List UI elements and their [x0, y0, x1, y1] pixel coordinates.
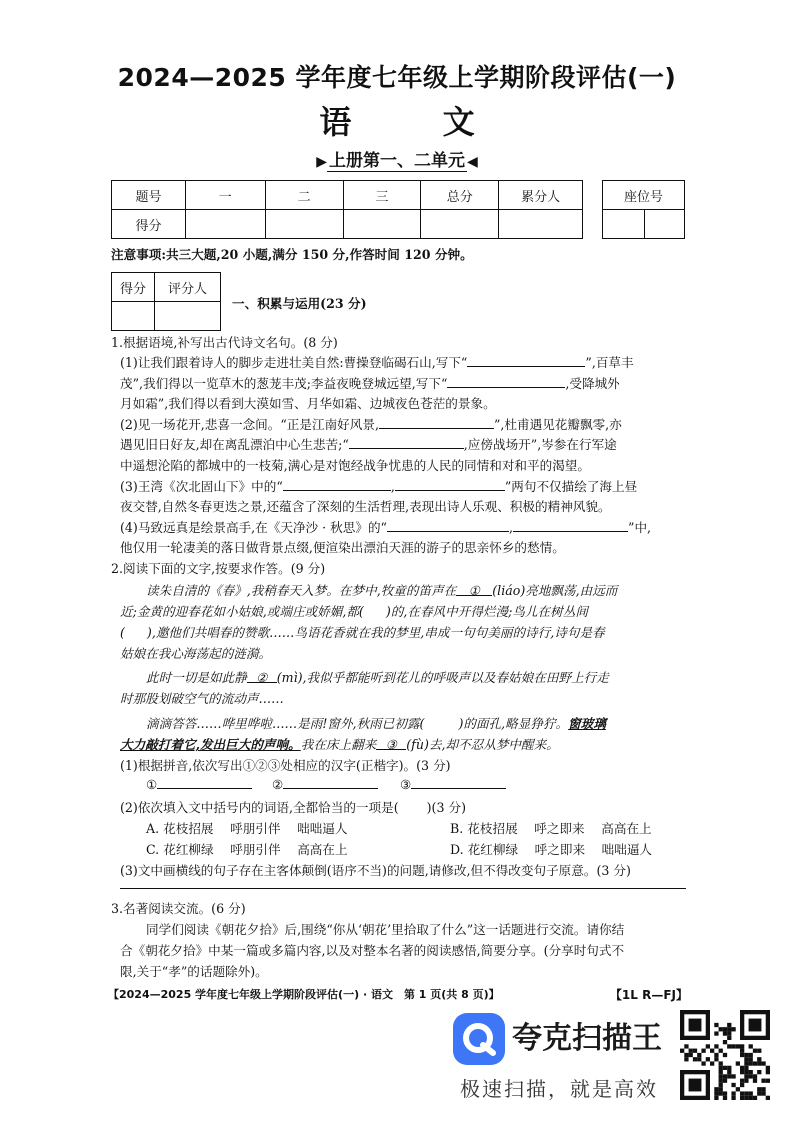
page-footer: [108, 986, 688, 1002]
watermark-subtitle: 极速扫描，就是高效: [460, 1077, 658, 1101]
answer-blank[interactable]: [447, 375, 565, 388]
notice: 注意事项:共三大题,20 小题,满分 150 分,作答时间 120 分钟。: [111, 247, 473, 262]
passage-line: 滴滴答答……哗里哗啦……是雨!窗外,秋雨已初露( )的面孔,略显狰狞。窗玻璃: [146, 716, 606, 731]
grader-label: 得分: [112, 273, 155, 302]
seat-cell[interactable]: [645, 210, 685, 239]
q1-line: 中遥想沦陷的都城中的一枝菊,满心是对饱经战争忧患的人民的同情和对和平的渴望。: [120, 458, 590, 473]
passage-line: 大力敲打着它,发出巨大的声响。我在床上翻来 ③ (fù)去,却不忍从梦中醒来。: [120, 737, 559, 752]
q1-line: (4)马致远真是绘景高手,在《天净沙 · 秋思》的“ , ”中,: [120, 520, 652, 535]
passage-line: 近;金黄的迎春花如小姑娘,或端庄或娇媚,都( )的,在春风中开得烂漫;鸟儿在树丛间: [120, 604, 588, 619]
score-cell[interactable]: [343, 210, 421, 239]
answer-mark: ②: [272, 776, 378, 792]
answer-blank[interactable]: [157, 776, 252, 789]
score-cell[interactable]: [265, 210, 343, 239]
score-header-cell: 题号: [112, 181, 186, 210]
q1-line: 遇见旧日好友,却在离乱漂泊中心生悲苦;“ ,应傍战场开”,岑参在行军途: [120, 437, 617, 452]
option-a[interactable]: A. 花枝招展 呼朋引伴 咄咄逼人: [146, 821, 348, 836]
q1-line: (1)让我们跟着诗人的脚步走进壮美自然:曹操登临碣石山,写下“ ”,百草丰: [120, 355, 634, 370]
triangle-right-icon: ▶: [316, 154, 327, 170]
passage-line: 姑娘在我心海荡起的涟漪。: [120, 646, 272, 661]
answer-blank[interactable]: [467, 354, 585, 367]
score-table: [111, 180, 583, 239]
answer-blank[interactable]: [513, 519, 628, 532]
grader-cell[interactable]: [155, 302, 221, 331]
q2-sub1: (1)根据拼音,依次写出①②③处相应的汉字(正楷字)。(3 分): [120, 758, 451, 773]
underlined-sentence: 窗玻璃: [568, 716, 606, 731]
triangle-left-icon: ◀: [467, 154, 478, 170]
unit-label-text: 上册第一、二单元: [329, 151, 465, 171]
answer-mark: ①: [146, 776, 252, 792]
section-heading: 一、积累与运用(23 分): [232, 296, 367, 311]
scanner-logo-icon: [453, 1013, 505, 1065]
answer-blank[interactable]: [411, 776, 506, 789]
grader-label: 评分人: [155, 273, 221, 302]
q3-text: 限,关于“孝”的话题除外)。: [120, 964, 268, 979]
score-header-cell: 二: [265, 181, 343, 210]
seat-table: [602, 180, 685, 239]
q3-text: 合《朝花夕拾》中某一篇或多篇内容,以及对整本名著的阅读感悟,简要分享。(分享时句式不: [120, 943, 625, 958]
q1-line: 月如霜”,我们得以看到大漠如雪、月华如霜、边城夜色苍茫的景象。: [120, 396, 496, 411]
grader-table: [111, 272, 221, 331]
grader-cell[interactable]: [112, 302, 155, 331]
answer-blank[interactable]: [395, 478, 505, 491]
answer-blank[interactable]: [349, 436, 464, 449]
q2-stem: 2.阅读下面的文字,按要求作答。(9 分): [111, 561, 326, 576]
blank-mark: ②: [256, 670, 268, 685]
answer-line[interactable]: [120, 888, 686, 889]
passage-line: 读朱自清的《春》,我稍春天入梦。在梦中,牧童的笛声在 ① (liáo)亮地飘荡,由远而: [146, 583, 618, 598]
q2-sub2: (2)依次填入文中括号内的词语,全都恰当的一项是( )(3 分): [120, 800, 466, 815]
option-d[interactable]: D. 花红柳绿 呼之即来 咄咄逼人: [450, 842, 653, 857]
q1-line: 夜交替,自然冬春更迭之景,还蕴含了深刻的生活哲理,表现出诗人乐观、积极的精神风貌。: [120, 499, 611, 514]
exam-title: 2024—2025 学年度七年级上学期阶段评估(一): [117, 63, 677, 92]
watermark-title: 夸克扫描王: [512, 1021, 662, 1056]
q1-stem: 1.根据语境,补写出古代诗文名句。(8 分): [111, 335, 338, 350]
seat-label: 座位号: [603, 181, 685, 210]
answer-blank[interactable]: [283, 478, 391, 491]
footer-code: 【1L R—FJ】: [609, 988, 688, 1002]
q1-line: 他仅用一轮凄美的落日做背景点缀,便渲染出漂泊天涯的游子的思亲怀乡的愁情。: [120, 540, 565, 555]
q1-line: 茂”,我们得以一览草木的葱茏丰茂;李益夜晚登城远望,写下“ ,受降城外: [120, 376, 620, 391]
subject-title: 语 文: [319, 103, 515, 141]
qr-code-icon: [680, 1008, 770, 1102]
option-c[interactable]: C. 花红柳绿 呼朋引伴 高高在上: [146, 842, 348, 857]
q3-text: 同学们阅读《朝花夕拾》后,围绕“你从‘朝花’里拾取了什么”这一话题进行交流。请你结: [146, 922, 625, 937]
score-header-cell: 一: [185, 181, 265, 210]
q2-sub3: (3)文中画横线的句子存在主客体颠倒(语序不当)的问题,请修改,但不得改变句子原意。(3 分): [120, 863, 631, 878]
answer-mark: ③: [400, 776, 506, 792]
score-cell[interactable]: [185, 210, 265, 239]
score-header-cell: 三: [343, 181, 421, 210]
score-cell[interactable]: [499, 210, 583, 239]
passage-line: 时那股划破空气的流动声……: [120, 691, 284, 706]
passage-line: 此时一切是如此静 ② (mì),我似乎都能听到花儿的呼吸声以及春姑娘在田野上行走: [146, 670, 609, 685]
score-header-cell: 总分: [421, 181, 499, 210]
score-row-label: 得分: [112, 210, 186, 239]
answer-blank[interactable]: [379, 416, 494, 429]
footer-text: 【2024—2025 学年度七年级上学期阶段评估(一) · 语文 第 1 页(共 8 页)】: [108, 988, 500, 1001]
q1-line: (2)见一场花开,悲喜一念间。“正是江南好风景, ”,杜甫遇见花瓣飘零,亦: [120, 417, 622, 432]
score-header-cell: 累分人: [499, 181, 583, 210]
answer-blank[interactable]: [283, 776, 378, 789]
passage-line: ( ),邀他们共唱春的赞歌……鸟语花香就在我的梦里,串成一句句美丽的诗行,诗句是春: [120, 625, 605, 640]
blank-mark: ①: [468, 583, 480, 598]
score-cell[interactable]: [421, 210, 499, 239]
underlined-sentence: 大力敲打着它,发出巨大的声响。: [120, 737, 301, 752]
unit-label: [0, 146, 794, 171]
blank-mark: ③: [385, 737, 397, 752]
q3-stem: 3.名著阅读交流。(6 分): [111, 901, 246, 916]
seat-cell[interactable]: [603, 210, 645, 239]
option-b[interactable]: B. 花枝招展 呼之即来 高高在上: [450, 821, 652, 836]
q1-line: (3)王湾《次北固山下》中的“ , ”两句不仅描绘了海上昼: [120, 479, 638, 494]
answer-blank[interactable]: [387, 519, 509, 532]
